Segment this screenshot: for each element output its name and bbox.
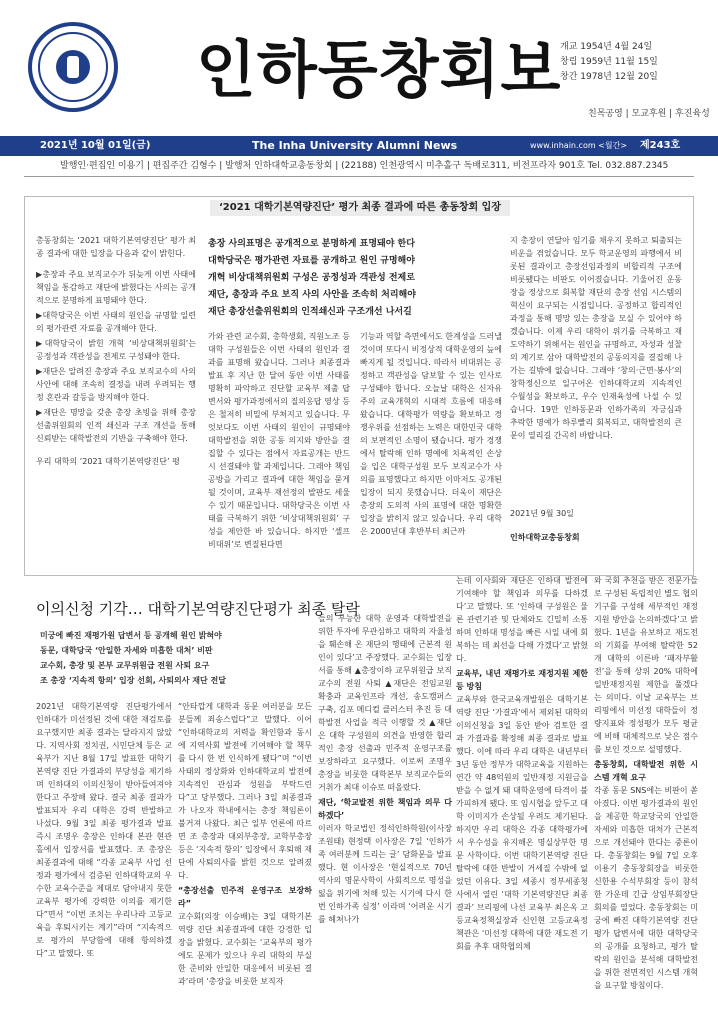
article-paragraph: 와 국회 추천을 받은 전문가들로 구성된 독립적인 별도 협의기구를 구성해 세부적인 재정지원 방안을 논의하겠다’고 밝혔다. 1년을 유보하고 재도전의 기회를 부여해 탈락한 52개 대학의 이른바 ‘패자부활전’을 통해 상위 20% 대학에 일반재정지원 제한을 풀겠다는 의미다. 이날 교육부는 브리핑에서 미선정 대학들이 정량지표와 정성평가 모두 평균에 비해 대체적으로 낮은 점수를 보인 것으로 설명했다. xyxy=(594,576,698,754)
quote-line: 재단, 총장과 주요 보직 사의 사안을 조속히 처리해야 xyxy=(208,290,416,300)
statement-col-2: 가와 관련 교수회, 총학생회, 직원노조 등 대학 구성원들은 이번 사태의 원인과 결과를 표명해 왔습니다. 그러나 최종결과 발표 후 지난 한 달여 동안 이번 사태를 명확히 파악하고 진단할 교육부 제출 답변서와 평가과정에서의 질의응답 영상 등은 철저히 비밀에 부쳐지고 있습니다. 무엇보다도 이번 사태의 원인이 규명돼야 대학발전을 위한 공동 의지와 방안을 결집할 수 있다는 점에서 자료공개는 반드시 선결돼야 할 과제입니다. 그래야 책임 공방을 가리고 결과에 대한 책임을 묻게 될 것이며, 교육부 재선정의 발판도 세울 수 있기 때문입니다. 대학당국은 이번 사태를 극복하기 위한 ‘비상대책위원회’ 구성을 제안한 바 있습니다. 하지만 ‘셀프 비대위’로 변질된다면 xyxy=(208,332,350,549)
newspaper-title: 인하동창회보 xyxy=(196,33,562,106)
divider xyxy=(24,176,694,177)
founding-line: 창립 1959년 11월 15일 xyxy=(560,57,658,67)
article-subheading: 총동창회, 대학발전 위한 시스템 개혁 요구 xyxy=(594,760,698,782)
list-item: ▶재단은 명망을 갖춘 총장 초빙을 위해 총장선출위원회의 인적 쇄신과 구조 개선을 통해 신뢰받는 대학발전의 기반을 구축해야 한다. xyxy=(36,408,196,443)
article-col-1 xyxy=(36,700,172,962)
list-item: ▶총장과 주요 보직교수가 뒤늦게 이번 사태에 책임을 통감하고 재단에 밝혔다는 사의는 공개적으로 분명하게 표명돼야 한다. xyxy=(36,270,196,305)
article-paragraph: “안타깝게 대학과 동문 여러분을 모든 분들께 죄송스럽다”고 말했다. 이어 “인하대학교의 저력을 확인함과 동시에 지역사회 발전에 기여해야 할 책무를 다시 한 번 인식하게 됐다”며 “이번 사태의 정상화와 인하대학교의 발전에 지속적인 관심과 성원을 부탁드린다”고 당부했다. 그러나 3일 최종결과가 나오자 학내에서는 총장 책임론이 불거져 나왔다. 최근 일부 언론에 따르면 조 총장과 대외부총장, 교학부총장 등은 ‘지속적 항의’ 입장에서 후퇴해 재단에 사퇴의사를 밝힌 것으로 알려졌다. xyxy=(178,702,312,880)
founding-line: 개교 1954년 4월 24일 xyxy=(560,42,653,52)
list-item: ▶대학당국은 이번 사태의 원인을 규명할 일련의 평가관련 자료를 공개해야 한다. xyxy=(36,311,196,333)
subhead-line: 조 총장 ‘지속적 항의’ 입장 선회, 사퇴의사 재단 전달 xyxy=(40,676,226,685)
article-paragraph: 교육부와 한국교육개발원은 대학기본역량 진단 ‘가결과’에서 제외된 대학의 이의신청을 3일 동안 받아 검토한 결과 가결과를 확정해 최종 결과로 발표했다. 이에 따라 우리 대학은 내년부터 3년 동안 정부가 대학교육을 지원하는 연간 약 48억원의 일반재정 지원금을 받을 수 없게 돼 대학운영에 타격이 불가피하게 됐다. 또 임시협을 앞두고 대학 이미지가 손상될 우려도 제기된다. 하지만 우리 대학은 각종 대학평가에서 우수성을 유지해온 명실상부한 명문 사학이다. 이번 대학기본역량 진단 탈락에 대한 반발이 거세질 수밖에 없었던 이유다. 3일 세종시 정부세종청사에서 열린 ‘대학 기본역량진단 최종결과’ 브리핑에 나선 교육부 최은옥 고등교육정책실장과 신인현 고등교육정책관은 ‘미선정 대학에 대한 재도전 기회를 추후 대학협의체 xyxy=(456,695,588,951)
article-paragraph: 각종 동문 SNS에는 비판이 쏟아졌다. 이번 평가결과의 원인을 제공한 학교당국의 안일한 자세와 미흡한 대처가 근본적으로 개선돼야 한다는 중론이다. 총동창회는 9월 7일 오후 이용기 총동창회장을 비롯한 신한용 수석부회장 등이 참석한 가운데 긴급 상임부회장단 회의를 열었다. 총동창회는 미궁에 빠진 대학기본역량 진단평가 답변서에 대한 대학당국의 공개를 요청하고, 평가 탈락의 원인을 분석해 대학발전을 위한 전면적인 시스템 개혁을 요구할 방침이다. xyxy=(594,786,698,990)
quote-line: 대학당국은 평가관련 자료를 공개하고 원인 규명해야 xyxy=(208,256,415,266)
statement-col-3: 기능과 역할 측면에서도 한계성을 드러낼 것이며 또다시 비정상적 대학운영의 늪에 빠지게 될 것입니다. 따라서 비대위는 공정하고 객관성을 담보할 수 있는 인사로 구성돼야 합니다. 오늘날 대학은 신자유주의 교육개혁의 시대적 흐름에 대응해 왔습니다. 대학평가 역량을 확보하고 경쟁우위를 선점하는 노력은 대한민국 대학의 보편적인 소명이 됐습니다. 평가 경쟁에서 탈락해 인하 명예에 치욕적인 손상을 입은 대학구성원 모두 보직교수가 사의를 표명했다고 하지만 이마저도 공개된 입장이 되지 못했습니다. 더욱이 재단은 총장의 도의적 사의 표명에 대한 명확한 입장을 밝히지 않고 있습니다. 우리 대학은 2000년대 후반부터 최근까 xyxy=(360,332,502,536)
signature-date: 2021년 9월 30일 xyxy=(510,509,574,518)
alumni-seal-logo xyxy=(28,22,118,112)
english-title: The Inha University Alumni News xyxy=(252,139,458,152)
statement-intro: 총동창회는 ‘2021 대학기본역량진단’ 평가 최종 결과에 대한 입장을 다음과 같이 밝힌다. xyxy=(36,236,196,258)
article-paragraph: 교수회(의장 이승배)는 3일 대학기본역량 진단 최종결과에 대한 강경한 입장을 밝혔다. 교수회는 ‘교육부의 평가에도 문제가 있으나 우리 대학의 부실한 준비와 안일한 대응에서 비롯된 결과’라며 ‘총장을 비롯한 보직자 xyxy=(178,912,312,986)
statement-bullets xyxy=(36,268,196,445)
founding-line: 창간 1978년 12월 20일 xyxy=(560,72,658,82)
quote-line: 재단 총장선출위원회의 인적쇄신과 구조개선 나서길 xyxy=(208,307,412,317)
list-item: ▶재단은 알려진 총장과 주요 보직교수의 사의 사안에 대해 조속히 결정을 내려 우려되는 행정 혼란과 갈등을 방지해야 한다. xyxy=(36,367,196,402)
article-subheading: “총장선출 민주적 운영구조 보장하라” xyxy=(178,886,312,908)
article-col-5 xyxy=(594,574,698,994)
statement-col-4: 지 총장이 연달아 임기를 채우지 못하고 퇴출되는 비운을 겪었습니다. 모두 학교운영의 파행에서 비롯된 결과이고 총장선임과정의 비합리적 구조에 비롯됐다는 비판도 이어졌습니다. 기울어진 운동장을 정상으로 회복할 재단의 총장 선임 시스템의 혁신이 요구되는 시점입니다. 공정하고 합리적인 과정을 통해 명망 있는 총장을 모실 수 있어야 하겠습니다. 이제 우리 대학이 위기를 극복하고 재도약하기 위해서는 원인을 규명하고, 자성과 성찰의 계기로 삼아 대학발전의 공동의지를 결집해 나가는 길밖에 없습니다. 그래야 ‘창의·근면·봉사’의 창학정신으로 일구어온 인하대학교의 지속적인 수월성을 확보하고, 우수 인재육성에 나설 수 있습니다. 19만 인하동문과 인하가족의 자긍심과 추락한 명예가 하루빨리 회복되고, 대학발전의 큰 문이 열리길 간곡히 바랍니다. xyxy=(510,236,682,440)
article-subheading: 재단, ‘학교발전 위한 책임과 의무 다하겠다’ xyxy=(318,798,452,820)
motto-tags: 친목공영 | 모교후원 | 후진육성 xyxy=(588,109,710,119)
article-col-2 xyxy=(178,700,312,990)
article-headline: 이의신청 기각… 대학기본역량진단평가 최종 탈락 xyxy=(36,600,360,618)
signature-name: 인하대학교총동창회 xyxy=(510,533,580,542)
list-item: ▶대학당국이 밝힌 개혁 ‘비상대책위원회’는 공정성과 객관성을 전제로 구성돼야 한다. xyxy=(36,339,196,361)
founding-dates xyxy=(560,40,658,85)
dateline-bar xyxy=(0,136,718,156)
masthead xyxy=(0,0,718,138)
website-link[interactable]: www.inhain.com <월간> xyxy=(530,141,628,150)
subhead-line: 동문, 대학당국 ‘안일한 자세와 미흡한 대처’ 비판 xyxy=(40,646,213,655)
statement-col-1 xyxy=(36,234,196,468)
article-paragraph: 이러자 학교법인 정석인하학원(이사장 조원태) 현정택 이사장은 7일 ‘인하가족 여러분께 드리는 글’ 담화문을 발표했다. 현 이사장은 ‘현실적으로 70년 역사의 명문사학이 사회적으로 명성을 잃을 위기에 처해 있는 시기에 다시 한 번 인하가족 심정’ 이라며 ‘어려운 시기를 헤쳐나가 xyxy=(318,824,452,924)
article-paragraph: 2021년 대학기본역량 진단평가에서 인하대가 미선정된 것에 대한 재검토를 요구했지만 최종 결과는 달라지지 않았다. 지역사회 정치권, 시민단체 등은 교육부가 지난 8월 17일 발표한 대학기본역량 진단 가결과의 부당성을 제기하며 인하대의 이의신청이 받아들여져야 한다고 주장해 왔다. 결국 최종 결과가 발표되자 우리 대학은 강력 반발하고 나섰다. 9월 3일 최종 평가결과 발표 즉시 조명우 총장은 인하대 본관 현관홀에서 입장서를 발표했다. 조 총장은 최종결과에 대해 “각종 교육부 사업 선정과 평가에서 검증된 인하대학교의 우수한 교육수준을 제대로 담아내지 못한 교육부 평가에 강력한 이의를 제기한다”면서 “이번 조치는 우리나라 고등교육을 후퇴시키는 계기”라며 “지속적으로 평가의 부당함에 대해 항의하겠다”고 말했다. 또 xyxy=(36,702,172,958)
publisher-info: 발행인·편집인 이용기 | 편집주간 김형수 | 발행처 인하대학교총동창회 | (22188) 인천광역시 미추홀구 독배로311, 비전프라자 901호 Tel. 032.887.2345 xyxy=(60,161,669,171)
statement-title: ‘2021 대학기본역량진단’ 평가 최종 결과에 따른 총동창회 입장 xyxy=(210,200,510,216)
quote-line: 개혁 비상대책위원회 구성은 공정성과 객관성 전제로 xyxy=(208,273,415,283)
issue-date: 2021년 10월 01일(금) xyxy=(40,140,151,151)
article-subheading: 교육부, 내년 재평가로 재정지원 제한 등 방침 xyxy=(456,669,588,691)
article-col-4 xyxy=(456,574,588,955)
quote-line: 총장 사의표명은 공개적으로 분명하게 표명돼야 한다 xyxy=(208,239,415,249)
subhead-line: 미궁에 빠진 재평가원 답변서 등 공개해 원인 밝혀야 xyxy=(40,631,222,640)
subhead-line: 교수회, 총장 및 본부 교무위원급 전원 사퇴 요구 xyxy=(40,661,210,670)
article-paragraph: 는데 이사회와 재단은 인하대 발전에 기여해야 할 책임과 의무를 다하겠다’고 말했다. 또 ‘인하대 구성원은 물론 관련기관 및 단체와도 긴밀히 소통하며 인하대 명성을 빠른 시일 내에 회복하는 데 최선을 다해 가겠다’고 밝혔다. xyxy=(456,576,588,663)
article-subheads xyxy=(40,628,226,688)
statement-pull-quote xyxy=(208,236,504,321)
issue-number: 제243호 xyxy=(640,140,681,151)
article-col-3 xyxy=(318,612,452,928)
article-paragraph: 들의 무능한 대학 운영과 대학발전을 위한 투자에 무관심하고 대학의 자율성을 훼손해 온 재단의 행태에 근본적 원인이 있다’고 주장했다. 교수회는 입장서를 통해 ▲총장이하 교무위원급 보직교수의 전원 사퇴 ▲재단은 전임교원 확충과 교육인프라 개선, 송도캠퍼스 구축, 김포 메디컬 클러스터 추진 등 대학발전 사업을 적극 이행할 것 ▲재단은 대학 구성원의 의견을 반영한 합리적인 총장 선출과 민주적 운영구조를 보장하라고 요구했다. 이로써 조명우 총장을 비롯한 대학본부 보직교수들의 거취가 최대 이슈로 떠올랐다. xyxy=(318,614,452,792)
statement-col1-end: 우리 대학의 ‘2021 대학기본역량진단’ 평 xyxy=(36,457,180,466)
